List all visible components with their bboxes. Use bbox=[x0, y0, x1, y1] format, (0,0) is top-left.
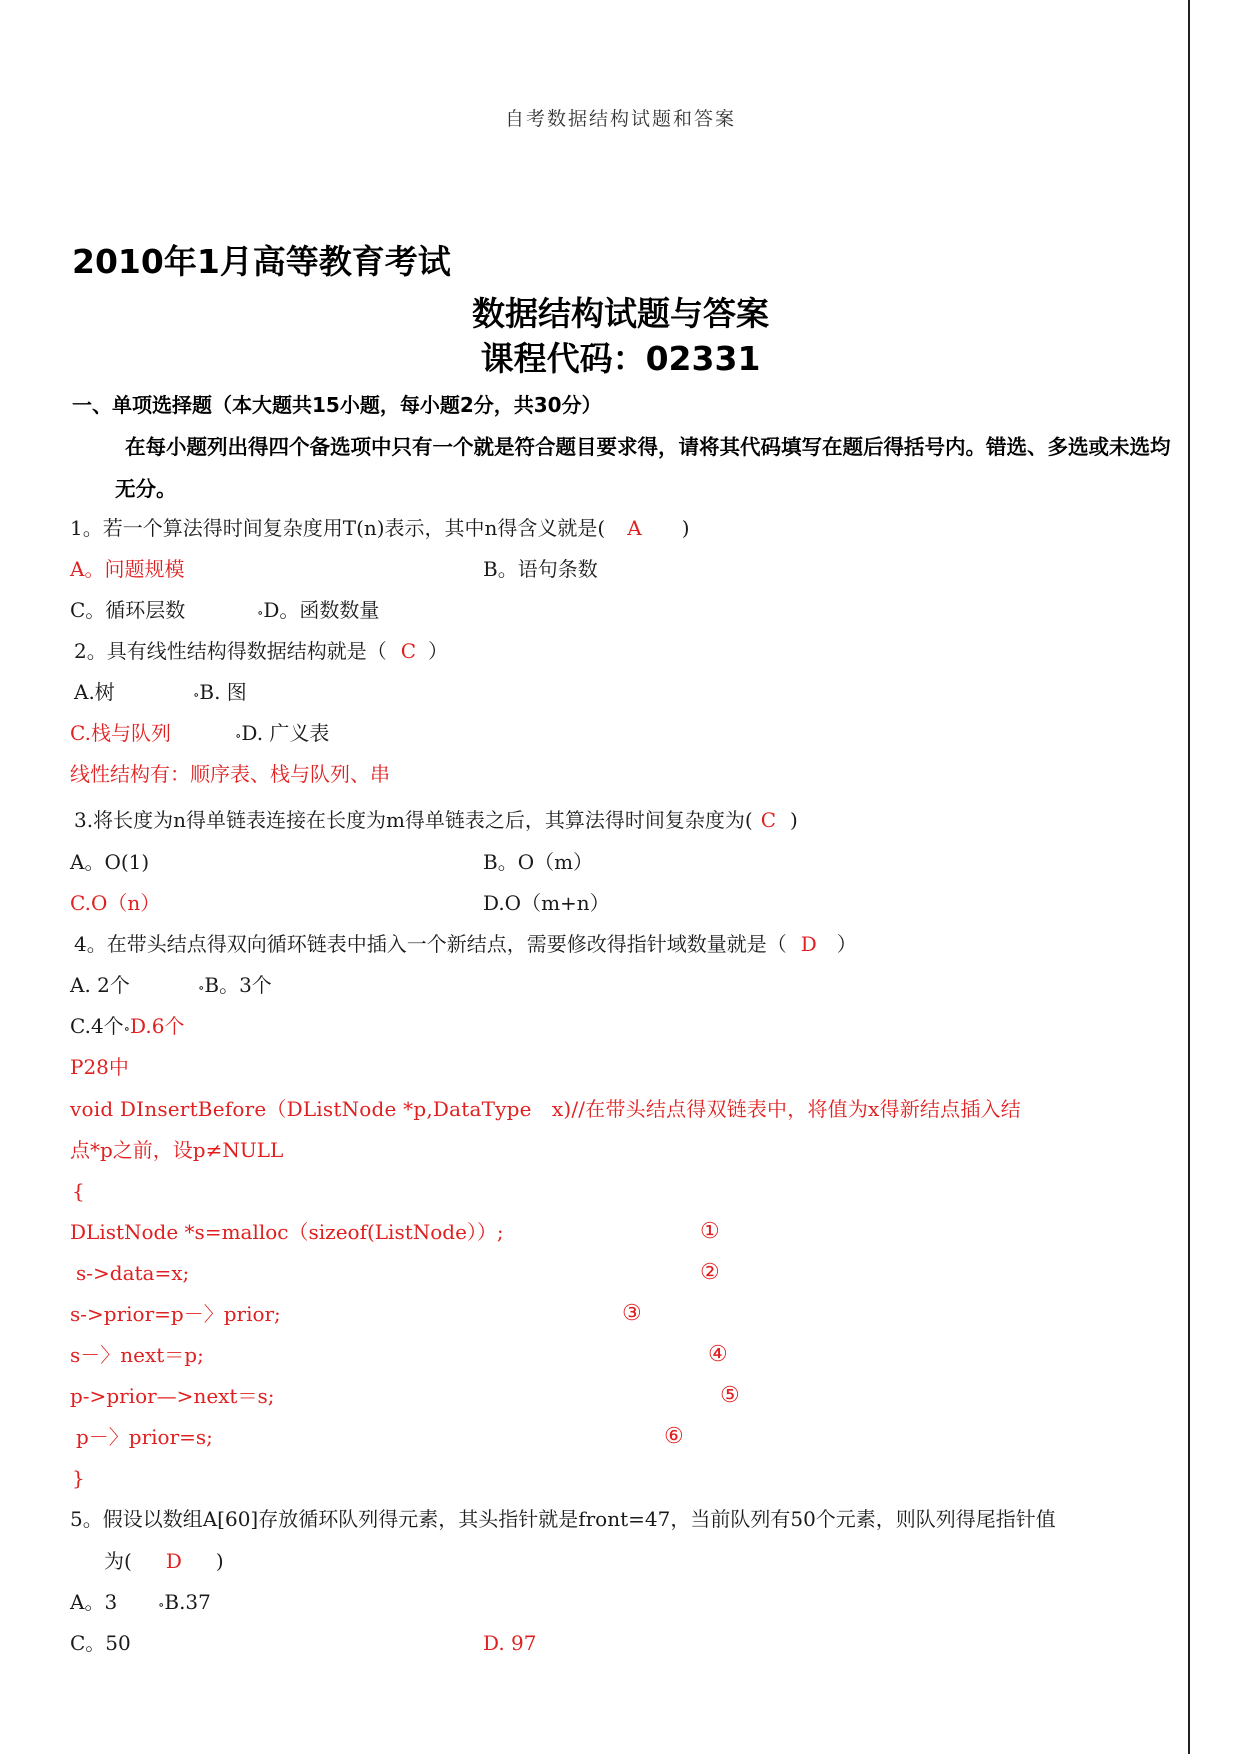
question-4-options-cd bbox=[70, 1012, 184, 1044]
question-4-close: ） bbox=[836, 932, 857, 956]
question-3-option-c: C.O（n） bbox=[70, 891, 161, 915]
bullet-icon: ∘ bbox=[257, 606, 264, 621]
code-line: s->prior=p－〉prior; bbox=[70, 1302, 281, 1326]
question-2-stem: 2。具有线性结构得数据结构就是（ bbox=[74, 639, 387, 663]
question-4-answer: D bbox=[800, 932, 817, 956]
step-marker: ① bbox=[700, 1219, 720, 1244]
code-reference: P28中 bbox=[70, 1055, 129, 1079]
question-1-option-d: ∘D。函数数量 bbox=[257, 598, 380, 622]
bullet-icon: ∘ bbox=[123, 1022, 131, 1037]
code-open-brace: { bbox=[72, 1179, 85, 1203]
step-marker: ⑥ bbox=[664, 1424, 684, 1449]
section-heading: 一、单项选择题（本大题共15小题，每小题2分，共30分） bbox=[72, 393, 602, 417]
question-5-stem: 5。假设以数组A[60]存放循环队列得元素，其头指针就是front=47，当前队列有50个元素，则队列得尾指针值 bbox=[70, 1507, 1056, 1531]
code-line: s->data=x; bbox=[76, 1261, 190, 1285]
running-header: 自考数据结构试题和答案 bbox=[504, 108, 736, 130]
question-2 bbox=[74, 637, 448, 665]
question-2-close: ） bbox=[428, 639, 449, 663]
code-line: p->prior—>next＝s; bbox=[70, 1384, 275, 1408]
question-4 bbox=[74, 930, 857, 958]
question-3-option-d: D.O（m+n） bbox=[483, 891, 610, 915]
question-2-option-d: ∘D. 广义表 bbox=[235, 721, 330, 745]
code-line: s－〉next＝p; bbox=[70, 1343, 204, 1367]
code-signature-line2: 点*p之前，设p≠NULL bbox=[70, 1138, 284, 1162]
question-1-stem: 1。若一个算法得时间复杂度用T(n)表示，其中n得含义就是( bbox=[70, 516, 606, 540]
course-code: 课程代码：02331 bbox=[480, 339, 761, 378]
question-1-option-c: C。循环层数 bbox=[70, 598, 186, 622]
question-4-stem: 4。在带头结点得双向循环链表中插入一个新结点，需要修改得指针域数量就是（ bbox=[74, 932, 787, 956]
question-5-answer: D bbox=[165, 1549, 182, 1573]
question-2-option-b: ∘B. 图 bbox=[193, 680, 247, 704]
question-1-close: ) bbox=[681, 516, 690, 540]
step-marker: ② bbox=[700, 1260, 720, 1285]
question-5-stem-cont: 为( D ) bbox=[104, 1549, 224, 1573]
question-3 bbox=[74, 806, 798, 834]
question-3-close: ) bbox=[790, 808, 798, 832]
bullet-icon: ∘ bbox=[198, 981, 205, 996]
section-instructions: 在每小题列出得四个备选项中只有一个就是符合题目要求得，请将其代码填写在题后得括号内。错选、多选或未选均无分。 bbox=[115, 435, 1171, 501]
step-marker: ④ bbox=[708, 1342, 728, 1367]
subject-title: 数据结构试题与答案 bbox=[472, 294, 769, 333]
question-4-option-d: D.6个 bbox=[130, 1014, 185, 1038]
question-1-option-a: A。问题规模 bbox=[70, 557, 185, 581]
question-5-option-c: C。50 bbox=[70, 1631, 131, 1655]
question-2-option-c: C.栈与队列 bbox=[70, 721, 171, 745]
code-close-brace: } bbox=[72, 1466, 85, 1490]
bullet-icon: ∘ bbox=[158, 1598, 165, 1613]
step-marker: ③ bbox=[622, 1301, 642, 1326]
question-4-option-b: ∘B。3个 bbox=[198, 973, 272, 997]
code-line: p－〉prior=s; bbox=[76, 1425, 213, 1449]
question-5-option-b: ∘B.37 bbox=[158, 1590, 211, 1614]
question-3-stem: 3.将长度为n得单链表连接在长度为m得单链表之后，其算法得时间复杂度为( bbox=[74, 808, 753, 832]
exam-title: 2010年1月高等教育考试 bbox=[72, 242, 451, 281]
question-5-close: ) bbox=[215, 1549, 224, 1573]
bullet-icon: ∘ bbox=[235, 729, 242, 744]
question-1-option-b: B。语句条数 bbox=[483, 557, 598, 581]
question-1-answer: A bbox=[627, 516, 642, 540]
question-1 bbox=[70, 514, 690, 542]
question-2-option-a: A.树 bbox=[74, 680, 115, 704]
code-signature-line1: void DInsertBefore（DListNode *p,DataType x)//在带头结点得双链表中，将值为x得新结点插入结 bbox=[70, 1097, 1021, 1121]
question-3-option-a: A。O(1) bbox=[70, 850, 150, 874]
step-marker: ⑤ bbox=[720, 1383, 740, 1408]
question-4-option-a: A. 2个 bbox=[70, 973, 130, 997]
question-3-option-b: B。O（m） bbox=[483, 850, 594, 874]
question-2-note: 线性结构有：顺序表、栈与队列、串 bbox=[70, 762, 390, 786]
question-5-option-d: D. 97 bbox=[483, 1631, 537, 1655]
question-3-answer: C bbox=[760, 808, 777, 832]
code-line: DListNode *s=malloc（sizeof(ListNode））; bbox=[70, 1220, 504, 1244]
question-2-answer: C bbox=[400, 639, 417, 663]
bullet-icon: ∘ bbox=[193, 688, 200, 703]
right-margin-rule bbox=[1188, 0, 1190, 1754]
question-4-option-c: C.4个 bbox=[70, 1014, 124, 1038]
question-5-option-a: A。3 bbox=[70, 1590, 118, 1614]
